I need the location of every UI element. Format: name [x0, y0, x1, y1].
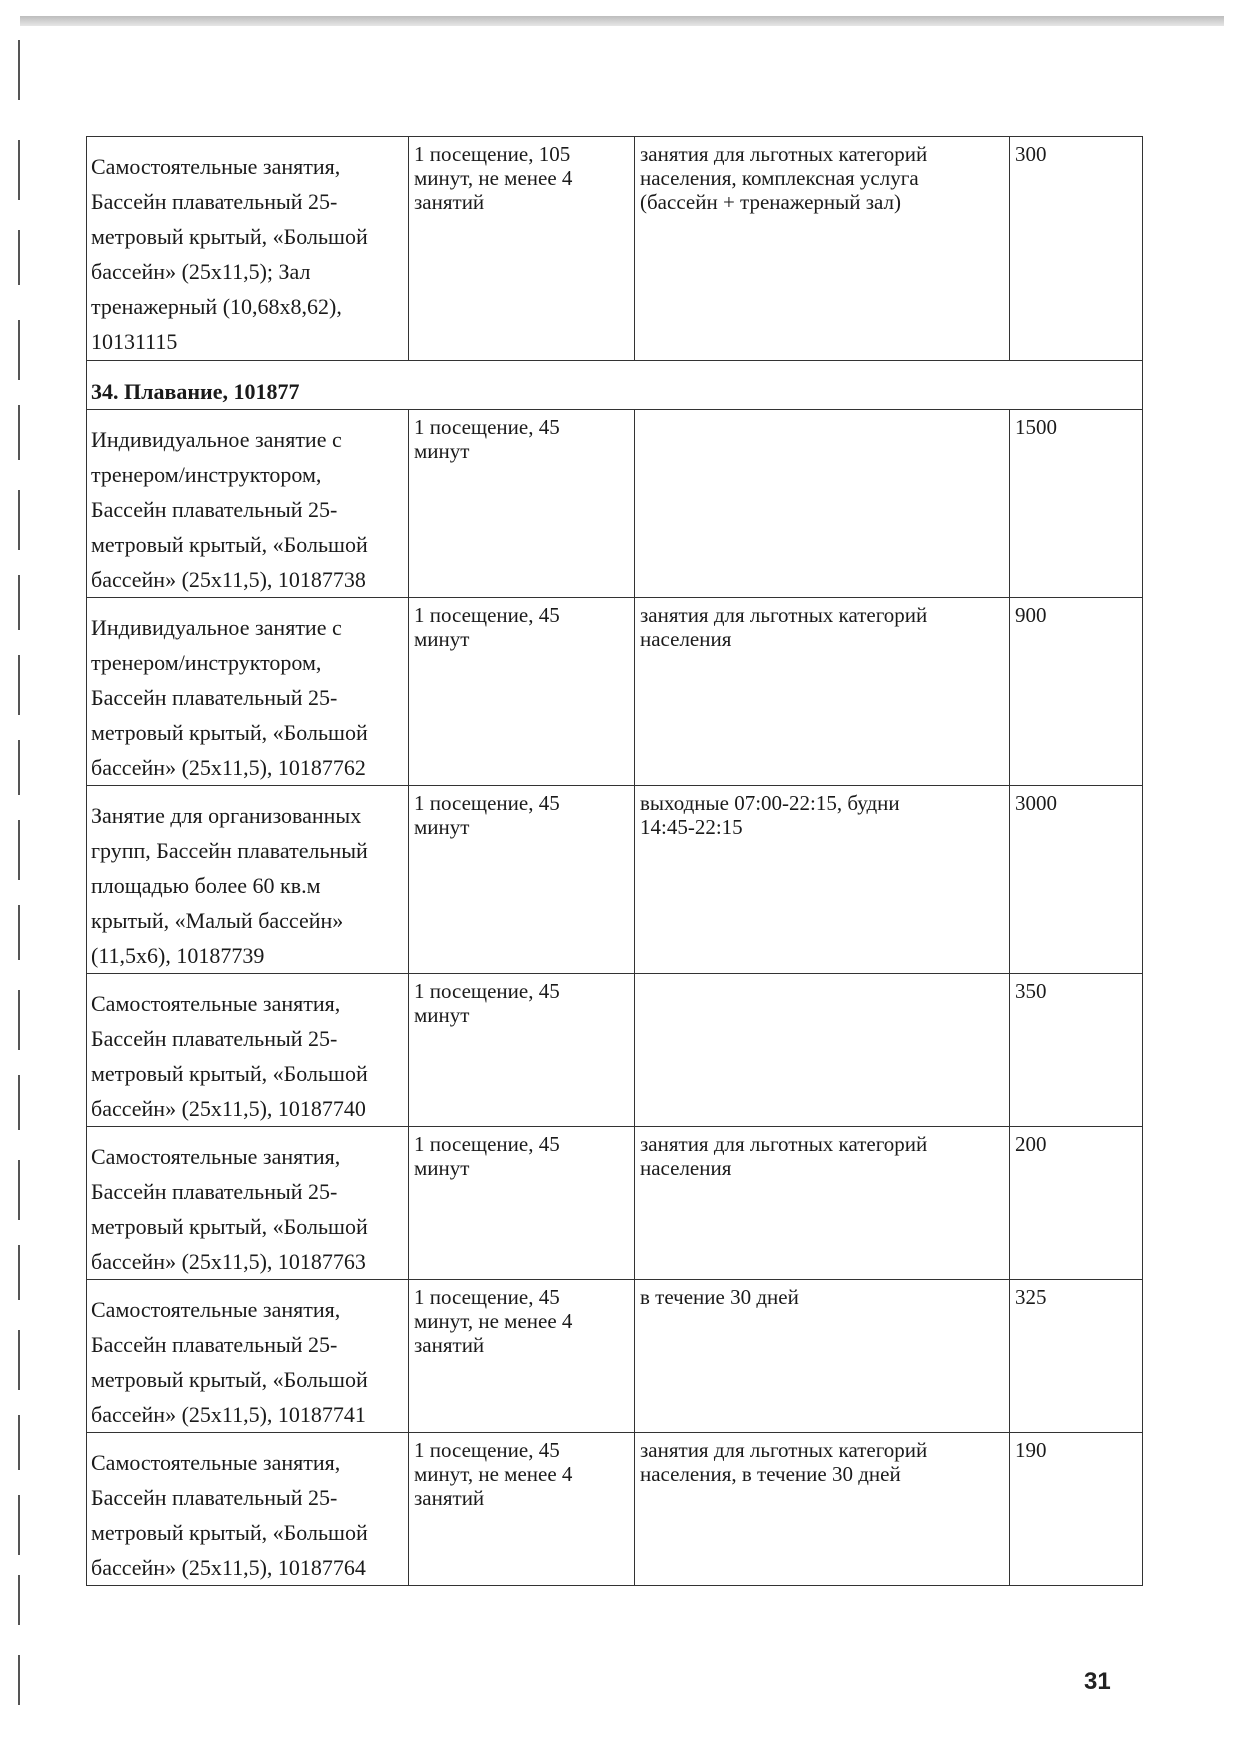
- service-note: занятия для льготных категорий населения: [640, 603, 928, 651]
- service-name: Самостоятельные занятия, Бассейн плавательный 25- метровый крытый, «Большой бассейн» (25x11,5), 10187763: [91, 1144, 368, 1274]
- table-row: [87, 598, 1143, 786]
- service-name: Занятие для организованных групп, Бассейн плавательный площадью более 60 кв.м крытый, «Малый бассейн» (11,5x6), 10187739: [91, 803, 368, 968]
- note-cell: [635, 1433, 1010, 1586]
- price-cell: [1010, 786, 1143, 974]
- service-name: Индивидуальное занятие с тренером/инструктором, Бассейн плавательный 25- метровый крытый, «Большой бассейн» (25x11,5), 10187762: [91, 615, 368, 780]
- section-cell: [87, 361, 1143, 410]
- service-name: Самостоятельные занятия, Бассейн плавательный 25- метровый крытый, «Большой бассейн» (25x11,5), 10187764: [91, 1450, 368, 1580]
- duration-cell: [409, 786, 635, 974]
- service-price: 300: [1015, 142, 1047, 166]
- service-name-cell: [87, 410, 409, 598]
- price-cell: [1010, 974, 1143, 1127]
- duration-cell: [409, 1127, 635, 1280]
- service-note: [635, 410, 1009, 415]
- table-row: [87, 1433, 1143, 1586]
- service-note: выходные 07:00-22:15, будни 14:45-22:15: [640, 791, 900, 839]
- price-cell: [1010, 410, 1143, 598]
- table-row: [87, 1280, 1143, 1433]
- section-title: 34. Плавание, 101877: [91, 379, 300, 404]
- table-row: [87, 137, 1143, 361]
- service-note: занятия для льготных категорий населения: [640, 1132, 928, 1180]
- service-name: Самостоятельные занятия, Бассейн плавательный 25- метровый крытый, «Большой бассейн» (25x11,5), 10187740: [91, 991, 368, 1121]
- service-price: 325: [1015, 1285, 1047, 1309]
- note-cell: [635, 786, 1010, 974]
- service-duration: 1 посещение, 45 минут, не менее 4 занятий: [414, 1438, 573, 1510]
- note-cell: [635, 974, 1010, 1127]
- service-note: в течение 30 дней: [640, 1285, 799, 1309]
- service-note: [635, 974, 1009, 979]
- duration-cell: [409, 1280, 635, 1433]
- note-cell: [635, 598, 1010, 786]
- service-price: 200: [1015, 1132, 1047, 1156]
- duration-cell: [409, 410, 635, 598]
- service-duration: 1 посещение, 45 минут, не менее 4 занятий: [414, 1285, 573, 1357]
- note-cell: [635, 1127, 1010, 1280]
- duration-cell: [409, 598, 635, 786]
- table-row: [87, 974, 1143, 1127]
- service-name-cell: [87, 1127, 409, 1280]
- duration-cell: [409, 137, 635, 361]
- table-row: [87, 1127, 1143, 1280]
- service-name-cell: [87, 137, 409, 361]
- table-row: [87, 410, 1143, 598]
- price-cell: [1010, 598, 1143, 786]
- service-price: 900: [1015, 603, 1047, 627]
- service-price: 1500: [1015, 415, 1057, 439]
- binding-marks: [18, 30, 22, 1740]
- service-name-cell: [87, 1433, 409, 1586]
- service-duration: 1 посещение, 45 минут: [414, 1132, 560, 1180]
- service-duration: 1 посещение, 45 минут: [414, 979, 560, 1027]
- service-duration: 1 посещение, 45 минут: [414, 415, 560, 463]
- table-row: [87, 786, 1143, 974]
- section-row: [87, 361, 1143, 410]
- service-name: Самостоятельные занятия, Бассейн плавательный 25- метровый крытый, «Большой бассейн» (25x11,5); Зал тренажерный (10,68x8,62), 10131115: [91, 154, 368, 354]
- service-name-cell: [87, 598, 409, 786]
- service-name-cell: [87, 786, 409, 974]
- service-price: 190: [1015, 1438, 1047, 1462]
- duration-cell: [409, 974, 635, 1127]
- service-duration: 1 посещение, 105 минут, не менее 4 занятий: [414, 142, 573, 214]
- service-note: занятия для льготных категорий населения, в течение 30 дней: [640, 1438, 928, 1486]
- page-number: 31: [1084, 1668, 1111, 1695]
- service-name: Индивидуальное занятие с тренером/инструктором, Бассейн плавательный 25- метровый крытый, «Большой бассейн» (25x11,5), 10187738: [91, 427, 368, 592]
- note-cell: [635, 137, 1010, 361]
- price-cell: [1010, 137, 1143, 361]
- service-note: занятия для льготных категорий населения, комплексная услуга (бассейн + тренажерный зал): [640, 142, 928, 214]
- note-cell: [635, 1280, 1010, 1433]
- note-cell: [635, 410, 1010, 598]
- price-cell: [1010, 1127, 1143, 1280]
- price-cell: [1010, 1433, 1143, 1586]
- service-name: Самостоятельные занятия, Бассейн плавательный 25- метровый крытый, «Большой бассейн» (25x11,5), 10187741: [91, 1297, 368, 1427]
- price-cell: [1010, 1280, 1143, 1433]
- service-duration: 1 посещение, 45 минут: [414, 791, 560, 839]
- service-price: 3000: [1015, 791, 1057, 815]
- duration-cell: [409, 1433, 635, 1586]
- price-table: [86, 136, 1143, 1586]
- service-name-cell: [87, 974, 409, 1127]
- service-price: 350: [1015, 979, 1047, 1003]
- scan-edge: [20, 16, 1224, 26]
- service-duration: 1 посещение, 45 минут: [414, 603, 560, 651]
- service-name-cell: [87, 1280, 409, 1433]
